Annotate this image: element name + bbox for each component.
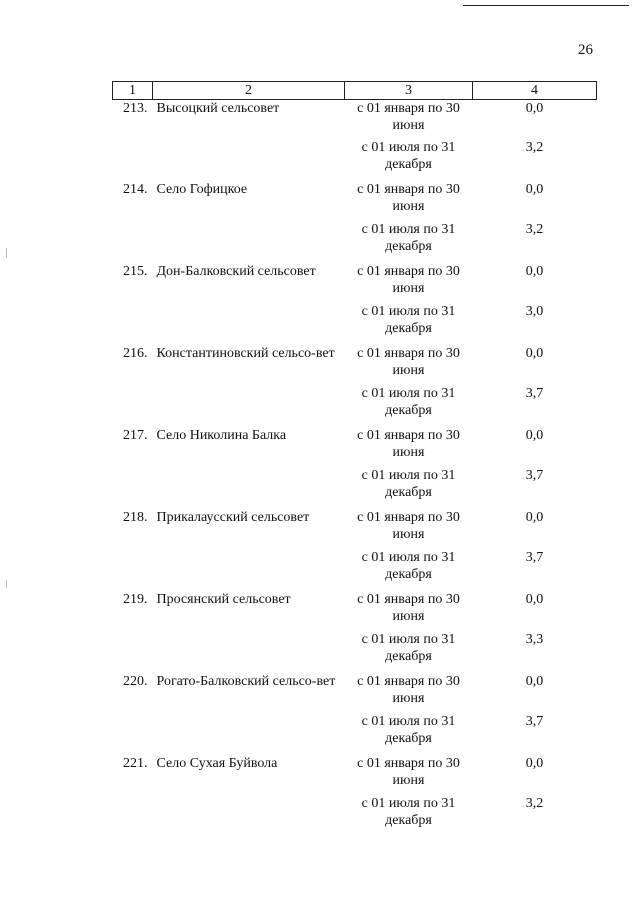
- period-cell: с 01 июля по 31 декабря: [361, 222, 456, 254]
- municipality-name: Прикалаусский сельсовет: [156, 510, 310, 525]
- empty-cell: [153, 139, 345, 181]
- municipality-name: Константиновский сельсо-вет: [156, 346, 335, 361]
- table-row: [113, 755, 597, 795]
- empty-cell: [113, 303, 153, 345]
- rate-cell: 3,0: [525, 304, 544, 319]
- period-cell: с 01 июля по 31 декабря: [361, 386, 456, 418]
- row-number: 214.: [123, 182, 148, 197]
- table-row: [113, 467, 597, 509]
- period-cell: с 01 июля по 31 декабря: [361, 714, 456, 746]
- municipality-name: Высоцкий сельсовет: [156, 101, 280, 116]
- rate-cell: 3,7: [525, 550, 544, 565]
- rate-cell: 3,2: [525, 222, 544, 237]
- row-number: 213.: [123, 101, 148, 116]
- scan-edge-mark: [6, 580, 7, 588]
- rate-cell: 0,0: [525, 674, 544, 689]
- table-row: [113, 673, 597, 713]
- empty-cell: [113, 467, 153, 509]
- period-cell: с 01 июля по 31 декабря: [361, 304, 456, 336]
- period-cell: с 01 января по 30 июня: [357, 674, 460, 706]
- table-row: [113, 263, 597, 303]
- empty-cell: [153, 795, 345, 837]
- empty-cell: [113, 139, 153, 181]
- municipality-name: Село Николина Балка: [156, 428, 287, 443]
- table-row: [113, 181, 597, 221]
- rate-cell: 0,0: [525, 510, 544, 525]
- table-row: [113, 713, 597, 755]
- table-row: [113, 221, 597, 263]
- table-row: [113, 345, 597, 385]
- rate-cell: 0,0: [525, 264, 544, 279]
- table-header-row: [113, 82, 597, 100]
- top-rule: [463, 5, 629, 6]
- empty-cell: [153, 549, 345, 591]
- row-number: 219.: [123, 592, 148, 607]
- column-header-2: 2: [153, 82, 345, 100]
- municipality-name: Дон-Балковский сельсовет: [156, 264, 316, 279]
- rate-cell: 3,7: [525, 386, 544, 401]
- table-row: [113, 385, 597, 427]
- table-row: [113, 591, 597, 631]
- municipality-name: Просянский сельсовет: [156, 592, 291, 607]
- page-number: 26: [578, 42, 593, 58]
- period-cell: с 01 января по 30 июня: [357, 346, 460, 378]
- table-row: [113, 631, 597, 673]
- period-cell: с 01 июля по 31 декабря: [361, 140, 456, 172]
- municipality-name: Село Гофицкое: [156, 182, 248, 197]
- column-header-3: 3: [345, 82, 473, 100]
- empty-cell: [153, 713, 345, 755]
- empty-cell: [113, 385, 153, 427]
- scan-edge-mark: [6, 248, 7, 258]
- rate-cell: 3,3: [525, 632, 544, 647]
- empty-cell: [113, 795, 153, 837]
- empty-cell: [113, 631, 153, 673]
- municipality-name: Село Сухая Буйвола: [156, 756, 278, 771]
- rate-cell: 0,0: [525, 182, 544, 197]
- table-row: [113, 427, 597, 467]
- column-header-1: 1: [113, 82, 153, 100]
- municipality-name: Рогато-Балковский сельсо-вет: [156, 674, 336, 689]
- period-cell: с 01 июля по 31 декабря: [361, 796, 456, 828]
- period-cell: с 01 июля по 31 декабря: [361, 550, 456, 582]
- table-row: [113, 795, 597, 837]
- table-row: [113, 303, 597, 345]
- rate-cell: 0,0: [525, 346, 544, 361]
- empty-cell: [153, 221, 345, 263]
- rate-cell: 3,2: [525, 796, 544, 811]
- rate-cell: 0,0: [525, 756, 544, 771]
- period-cell: с 01 января по 30 июня: [357, 264, 460, 296]
- row-number: 217.: [123, 428, 148, 443]
- table-row: [113, 139, 597, 181]
- period-cell: с 01 января по 30 июня: [357, 101, 460, 133]
- row-number: 220.: [123, 674, 148, 689]
- empty-cell: [153, 385, 345, 427]
- row-number: 218.: [123, 510, 148, 525]
- row-number: 216.: [123, 346, 148, 361]
- rate-cell: 0,0: [525, 592, 544, 607]
- column-header-4: 4: [473, 82, 597, 100]
- empty-cell: [113, 221, 153, 263]
- rate-cell: 3,2: [525, 140, 544, 155]
- empty-cell: [153, 631, 345, 673]
- period-cell: с 01 января по 30 июня: [357, 592, 460, 624]
- period-cell: с 01 января по 30 июня: [357, 428, 460, 460]
- row-number: 221.: [123, 756, 148, 771]
- period-cell: с 01 января по 30 июня: [357, 510, 460, 542]
- rate-cell: 3,7: [525, 714, 544, 729]
- row-number: 215.: [123, 264, 148, 279]
- period-cell: с 01 июля по 31 декабря: [361, 632, 456, 664]
- table-body: [113, 100, 597, 838]
- period-cell: с 01 июля по 31 декабря: [361, 468, 456, 500]
- rate-cell: 0,0: [525, 101, 544, 116]
- table-row: [113, 100, 597, 140]
- rate-cell: 0,0: [525, 428, 544, 443]
- rate-cell: 3,7: [525, 468, 544, 483]
- table-row: [113, 549, 597, 591]
- data-table: [112, 81, 597, 837]
- period-cell: с 01 января по 30 июня: [357, 756, 460, 788]
- empty-cell: [113, 549, 153, 591]
- empty-cell: [153, 467, 345, 509]
- empty-cell: [153, 303, 345, 345]
- period-cell: с 01 января по 30 июня: [357, 182, 460, 214]
- empty-cell: [113, 713, 153, 755]
- table-row: [113, 509, 597, 549]
